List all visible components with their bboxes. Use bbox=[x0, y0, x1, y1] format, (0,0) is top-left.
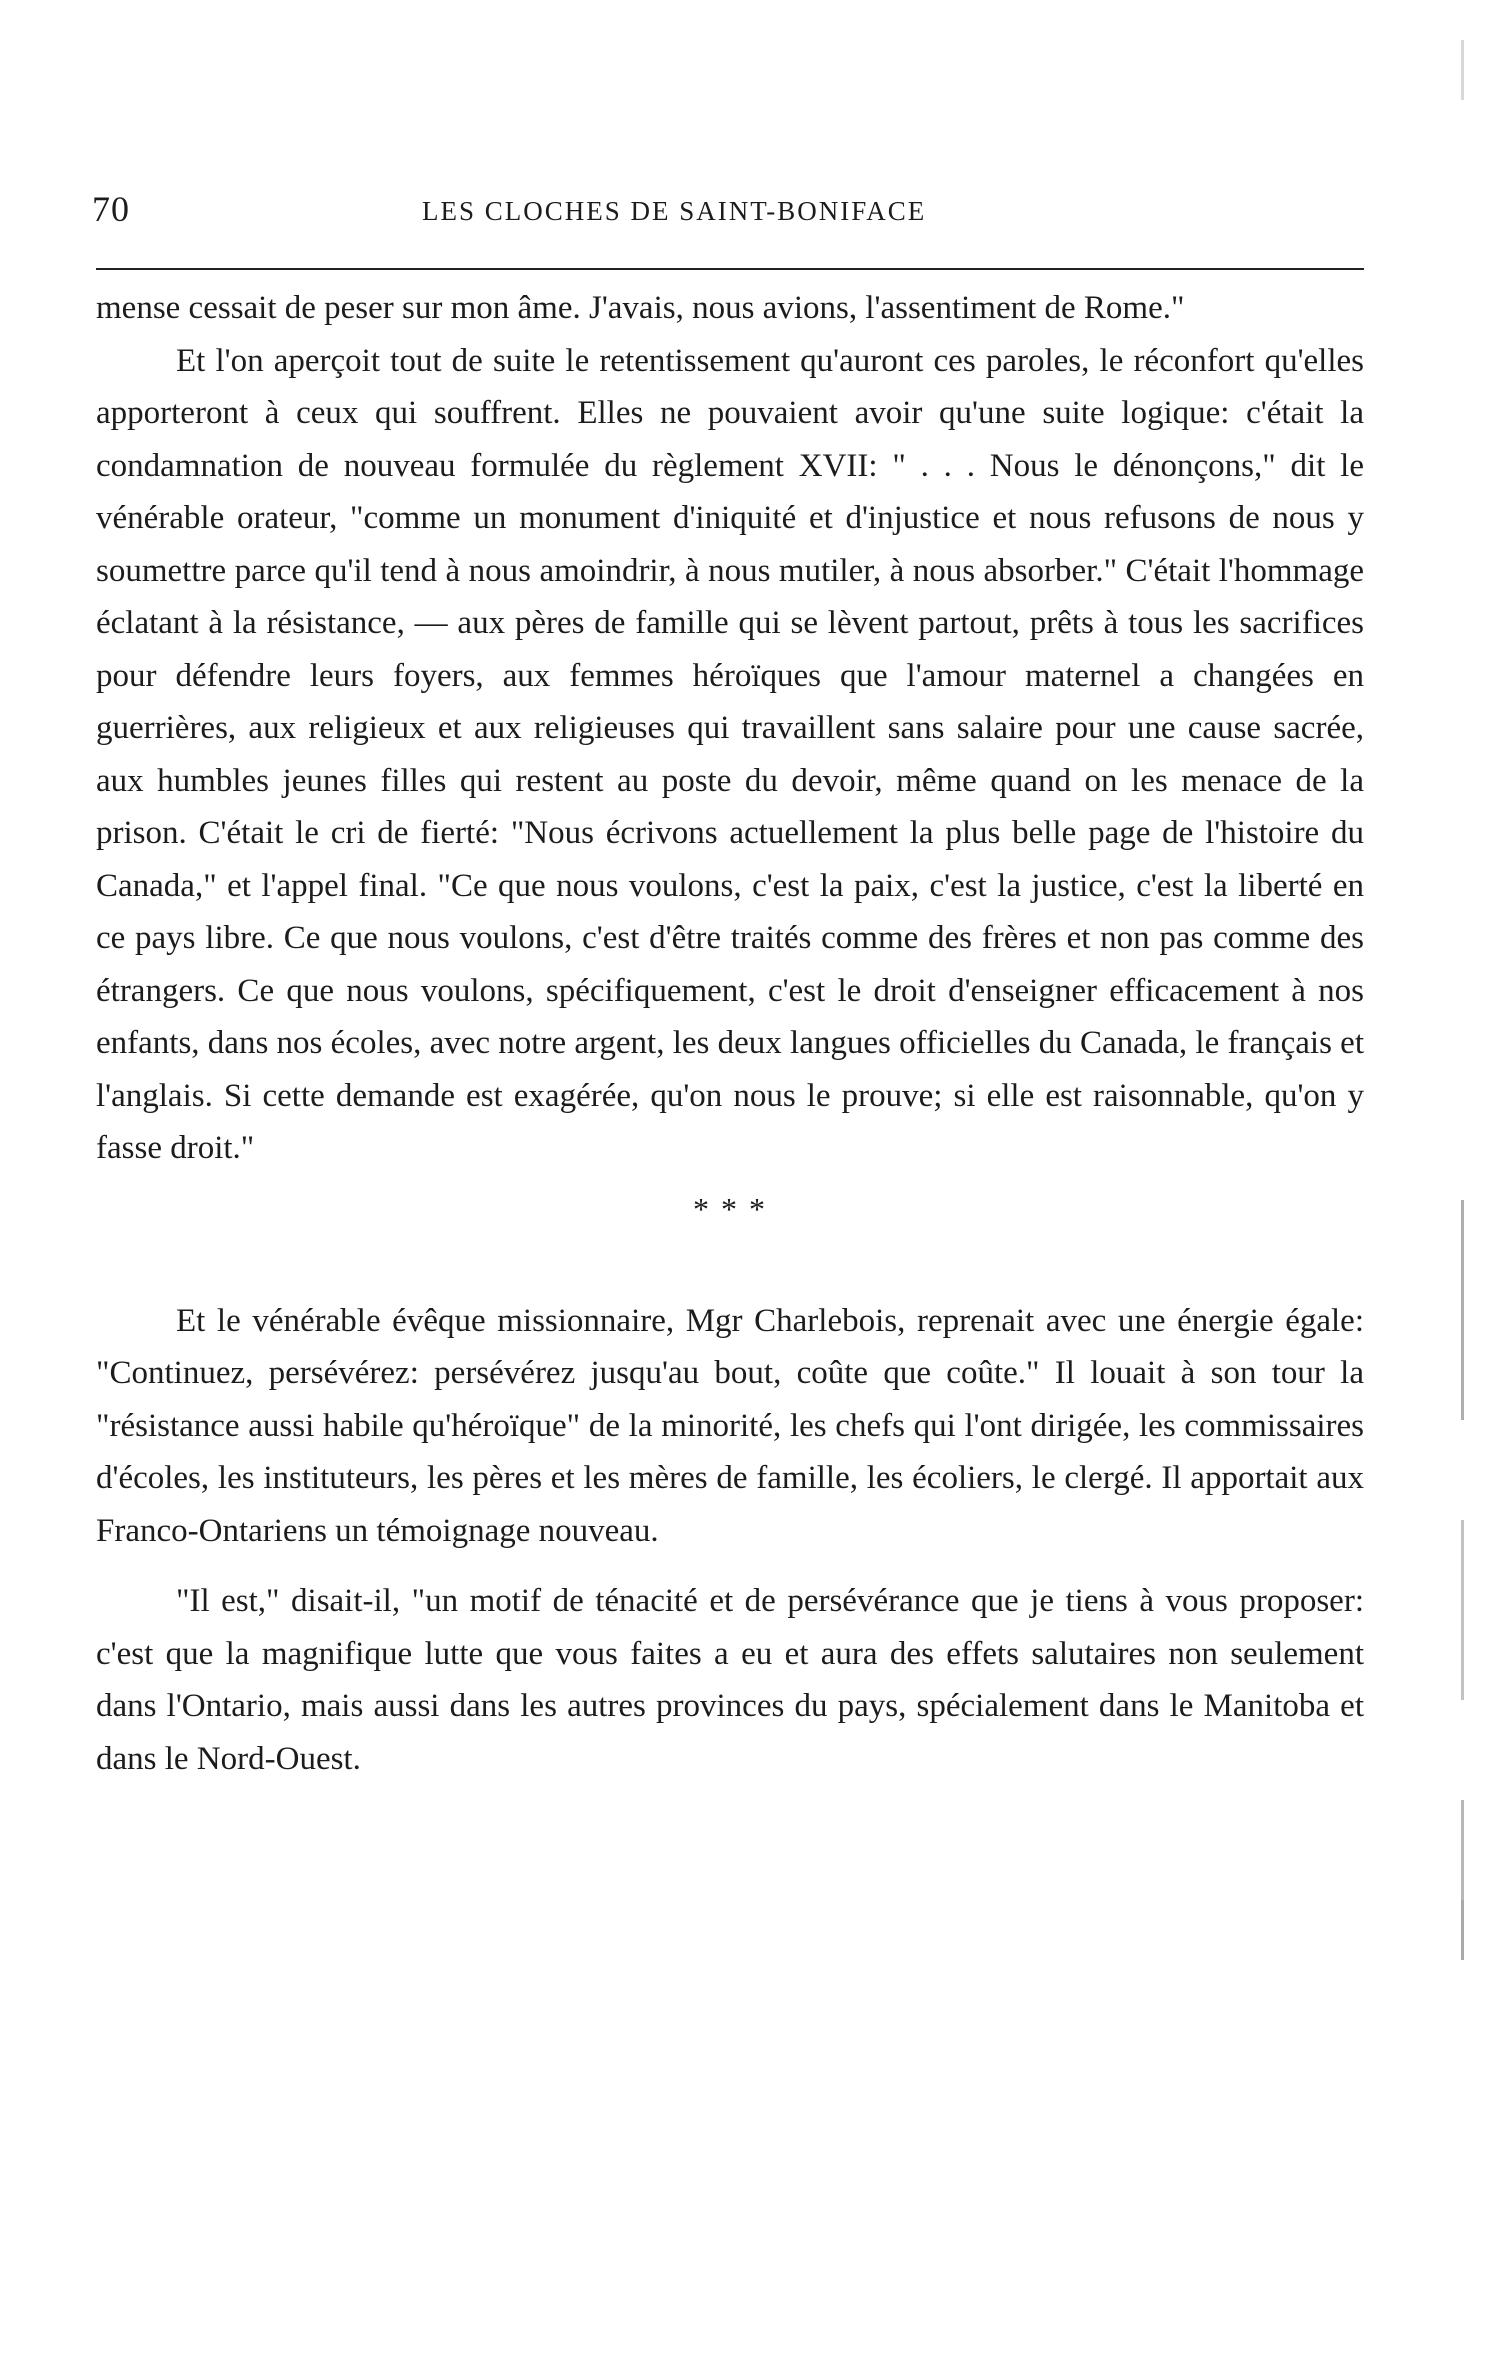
paragraph-continued: mense cessait de peser sur mon âme. J'avais, nous avions, l'assentiment de Rome." bbox=[96, 290, 1185, 326]
body-text bbox=[96, 282, 1364, 1785]
paragraph: Et l'on aperçoit tout de suite le retentissement qu'auront ces paroles, le réconfort qu'elles apporteront à ceux qui souffrent. Elles ne pouvaient avoir qu'une suite logique: c'était la condamnation de nouveau formulée du règlement XVII: " . . . Nous le dénonçons," dit le vénérable orateur, "comme un monument d'iniquité et d'injustice et nous refusons de nous y soumettre parce qu'il tend à nous amoindrir, à nous mutiler, à nous absorber." C'était l'hommage éclatant à la résistance, — aux pères de famille qui se lèvent partout, prêts à tous les sacrifices pour défendre leurs foyers, aux femmes héroïques que l'amour maternel a changées en guerrières, aux religieux et aux religieuses qui travaillent sans salaire pour une cause sacrée, aux humbles jeunes filles qui restent au poste du devoir, même quand on les menace de la prison. C'était le cri de fierté: "Nous écrivons actuellement la plus belle page de l'histoire du Canada," et l'appel final. "Ce que nous voulons, c'est la paix, c'est la justice, c'est la liberté en ce pays libre. Ce que nous voulons, c'est d'être traités comme des frères et non pas comme des étrangers. Ce que nous voulons, spécifiquement, c'est le droit d'enseigner efficacement à nos enfants, dans nos écoles, avec notre argent, les deux langues officielles du Canada, le français et l'anglais. Si cette demande est exagérée, qu'on nous le prouve; si elle est raisonnable, qu'on y fasse droit." bbox=[96, 342, 1364, 1166]
header-rule bbox=[96, 268, 1364, 270]
paragraph: Et le vénérable évêque missionnaire, Mgr Charlebois, reprenait avec une énergie égale: "Continuez, persévérez: persévérez jusqu'au bout, coûte que coûte." Il louait à son tour la "résistance aussi habile qu'héroïque" de la minorité, les chefs qui l'ont dirigée, les commissaires d'écoles, les instituteurs, les pères et les mères de famille, les écoliers, le clergé. Il apportait aux Franco-Ontariens un témoignage nouveau. bbox=[96, 1302, 1364, 1549]
page-number: 70 bbox=[92, 189, 130, 229]
running-title: LES CLOCHES DE SAINT-BONIFACE bbox=[422, 196, 927, 226]
asterism: * * * bbox=[693, 1190, 767, 1227]
paragraph: "Il est," disait-il, "un motif de ténacité et de persévérance que je tiens à vous proposer: c'est que la magnifique lutte que vous faites a eu et aura des effets salutaires non seulement dans l'Ontario, mais aussi dans les autres provinces du pays, spécialement dans le Manitoba et dans le Nord-Ouest. bbox=[96, 1583, 1364, 1777]
section-separator bbox=[96, 1175, 1364, 1295]
page-header bbox=[92, 188, 1364, 238]
scan-edge-shadow bbox=[1449, 0, 1479, 2376]
